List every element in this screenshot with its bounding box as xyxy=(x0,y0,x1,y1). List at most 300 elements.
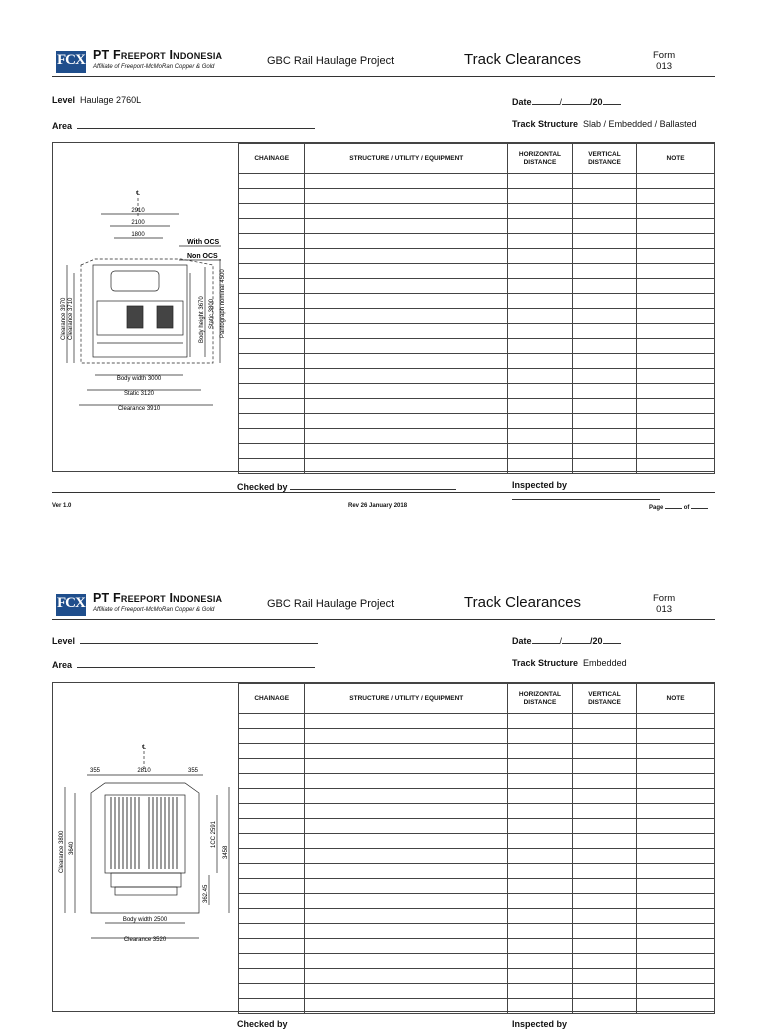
horizontal-distance-cell[interactable] xyxy=(508,324,573,339)
track-structure-field: Track Structure Slab / Embedded / Ballasted xyxy=(512,119,697,129)
chainage-cell[interactable] xyxy=(239,294,305,309)
table-row xyxy=(239,849,715,864)
vertical-distance-cell[interactable] xyxy=(572,804,636,819)
footer-rule xyxy=(52,492,715,493)
note-cell[interactable] xyxy=(637,444,715,459)
horizontal-distance-cell[interactable] xyxy=(508,939,573,954)
chainage-cell[interactable] xyxy=(239,969,305,984)
vertical-distance-cell[interactable] xyxy=(572,324,636,339)
note-cell[interactable] xyxy=(637,429,715,444)
horizontal-distance-cell[interactable] xyxy=(508,369,573,384)
note-cell[interactable] xyxy=(637,969,715,984)
dim-left-1: Clearance 3800 xyxy=(59,830,65,873)
note-cell[interactable] xyxy=(637,924,715,939)
table-body xyxy=(239,714,715,1014)
structure-cell[interactable] xyxy=(305,804,508,819)
table-row xyxy=(239,204,715,219)
structure-cell[interactable] xyxy=(305,789,508,804)
vertical-distance-cell[interactable] xyxy=(572,999,636,1014)
dim-right-1: 1CC 2591 xyxy=(211,820,217,848)
vertical-distance-cell[interactable] xyxy=(572,924,636,939)
vertical-distance-cell[interactable] xyxy=(572,894,636,909)
note-cell[interactable] xyxy=(637,204,715,219)
table-row xyxy=(239,219,715,234)
structure-cell[interactable] xyxy=(305,399,508,414)
table-row xyxy=(239,804,715,819)
chainage-cell[interactable] xyxy=(239,909,305,924)
structure-cell[interactable] xyxy=(305,984,508,999)
horizontal-distance-cell[interactable] xyxy=(508,744,573,759)
chainage-cell[interactable] xyxy=(239,309,305,324)
dim-bottom-1: Body width 3000 xyxy=(116,376,162,382)
locomotive-clearance-drawing xyxy=(53,143,238,476)
table-header-row xyxy=(239,144,715,174)
chainage-cell[interactable] xyxy=(239,804,305,819)
chainage-cell[interactable] xyxy=(239,849,305,864)
vertical-distance-cell[interactable] xyxy=(572,969,636,984)
note-cell[interactable] xyxy=(637,234,715,249)
table-row xyxy=(239,984,715,999)
header-rule xyxy=(52,619,715,620)
dim-left-1: Clearance 3970 xyxy=(61,297,67,340)
note-cell[interactable] xyxy=(637,984,715,999)
chainage-cell[interactable] xyxy=(239,354,305,369)
note-cell[interactable] xyxy=(637,819,715,834)
table-row xyxy=(239,744,715,759)
version-label: Ver 1.0 xyxy=(52,503,72,509)
structure-cell[interactable] xyxy=(305,909,508,924)
structure-cell[interactable] xyxy=(305,264,508,279)
note-cell[interactable] xyxy=(637,189,715,204)
note-cell[interactable] xyxy=(637,834,715,849)
structure-cell[interactable] xyxy=(305,924,508,939)
vertical-distance-cell[interactable] xyxy=(572,384,636,399)
col-structure: STRUCTURE / UTILITY / EQUIPMENT xyxy=(305,144,508,174)
vertical-distance-cell[interactable] xyxy=(572,399,636,414)
form-header xyxy=(52,589,715,625)
date-field[interactable]: Date / /20 xyxy=(512,95,621,107)
clearance-frame xyxy=(52,682,715,1012)
horizontal-distance-cell[interactable] xyxy=(508,204,573,219)
chainage-cell[interactable] xyxy=(239,369,305,384)
vertical-distance-cell[interactable] xyxy=(572,729,636,744)
note-cell[interactable] xyxy=(637,789,715,804)
structure-cell[interactable] xyxy=(305,459,508,474)
vertical-distance-cell[interactable] xyxy=(572,234,636,249)
vertical-distance-cell[interactable] xyxy=(572,189,636,204)
horizontal-distance-cell[interactable] xyxy=(508,189,573,204)
structure-cell[interactable] xyxy=(305,294,508,309)
chainage-cell[interactable] xyxy=(239,399,305,414)
horizontal-distance-cell[interactable] xyxy=(508,309,573,324)
structure-cell[interactable] xyxy=(305,249,508,264)
horizontal-distance-cell[interactable] xyxy=(508,264,573,279)
revision-label: Rev 26 January 2018 xyxy=(348,503,408,509)
horizontal-distance-cell[interactable] xyxy=(508,714,573,729)
note-cell[interactable] xyxy=(637,954,715,969)
structure-cell[interactable] xyxy=(305,819,508,834)
dim-left-2: Clearance 3710 xyxy=(68,297,74,340)
vertical-distance-cell[interactable] xyxy=(572,204,636,219)
vertical-distance-cell[interactable] xyxy=(572,849,636,864)
vertical-distance-cell[interactable] xyxy=(572,864,636,879)
col-note: NOTE xyxy=(637,144,715,174)
col-vertical-distance: VERTICAL DISTANCE xyxy=(572,684,636,714)
chainage-cell[interactable] xyxy=(239,324,305,339)
vertical-distance-cell[interactable] xyxy=(572,279,636,294)
structure-cell[interactable] xyxy=(305,954,508,969)
dim-right-3: Pantograph nominal 4500 xyxy=(220,269,226,338)
vertical-distance-cell[interactable] xyxy=(572,909,636,924)
vertical-distance-cell[interactable] xyxy=(572,444,636,459)
horizontal-distance-cell[interactable] xyxy=(508,999,573,1014)
centerline-label: ℄ xyxy=(136,191,140,197)
col-horizontal-distance: HORIZONTAL DISTANCE xyxy=(508,144,573,174)
chainage-cell[interactable] xyxy=(239,834,305,849)
horizontal-distance-cell[interactable] xyxy=(508,429,573,444)
horizontal-distance-cell[interactable] xyxy=(508,834,573,849)
chainage-cell[interactable] xyxy=(239,189,305,204)
horizontal-distance-cell[interactable] xyxy=(508,849,573,864)
dim-right-1: Body height 3670 xyxy=(199,296,205,343)
track-clearance-form-2 xyxy=(52,589,715,1029)
structure-cell[interactable] xyxy=(305,744,508,759)
horizontal-distance-cell[interactable] xyxy=(508,909,573,924)
dim-top-3: 355 xyxy=(187,768,199,774)
table-row xyxy=(239,279,715,294)
chainage-cell[interactable] xyxy=(239,714,305,729)
horizontal-distance-cell[interactable] xyxy=(508,969,573,984)
chainage-cell[interactable] xyxy=(239,759,305,774)
vertical-distance-cell[interactable] xyxy=(572,819,636,834)
note-cell[interactable] xyxy=(637,909,715,924)
table-row xyxy=(239,429,715,444)
form-title: Track Clearances xyxy=(464,594,581,611)
structure-cell[interactable] xyxy=(305,339,508,354)
table-row xyxy=(239,939,715,954)
table-row xyxy=(239,879,715,894)
note-cell[interactable] xyxy=(637,459,715,474)
structure-cell[interactable] xyxy=(305,189,508,204)
chainage-cell[interactable] xyxy=(239,924,305,939)
table-row xyxy=(239,444,715,459)
vertical-distance-cell[interactable] xyxy=(572,249,636,264)
horizontal-distance-cell[interactable] xyxy=(508,924,573,939)
table-row xyxy=(239,384,715,399)
level-value: Haulage 2760L xyxy=(80,95,142,105)
horizontal-distance-cell[interactable] xyxy=(508,219,573,234)
note-cell[interactable] xyxy=(637,849,715,864)
structure-cell[interactable] xyxy=(305,729,508,744)
note-cell[interactable] xyxy=(637,264,715,279)
vertical-distance-cell[interactable] xyxy=(572,369,636,384)
note-cell[interactable] xyxy=(637,354,715,369)
structure-cell[interactable] xyxy=(305,369,508,384)
horizontal-distance-cell[interactable] xyxy=(508,399,573,414)
dim-top-2: 2100 xyxy=(131,220,145,226)
table-row xyxy=(239,234,715,249)
horizontal-distance-cell[interactable] xyxy=(508,864,573,879)
structure-cell[interactable] xyxy=(305,204,508,219)
horizontal-distance-cell[interactable] xyxy=(508,729,573,744)
vertical-distance-cell[interactable] xyxy=(572,954,636,969)
project-name: GBC Rail Haulage Project xyxy=(267,598,395,610)
horizontal-distance-cell[interactable] xyxy=(508,249,573,264)
table-row xyxy=(239,729,715,744)
form-number: Form 013 xyxy=(653,593,676,615)
note-cell[interactable] xyxy=(637,339,715,354)
chainage-cell[interactable] xyxy=(239,954,305,969)
chainage-cell[interactable] xyxy=(239,894,305,909)
structure-cell[interactable] xyxy=(305,174,508,189)
chainage-cell[interactable] xyxy=(239,819,305,834)
note-cell[interactable] xyxy=(637,894,715,909)
note-cell[interactable] xyxy=(637,294,715,309)
dim-right-3: 362.45 xyxy=(203,884,209,903)
note-cell[interactable] xyxy=(637,804,715,819)
note-cell[interactable] xyxy=(637,384,715,399)
vertical-distance-cell[interactable] xyxy=(572,219,636,234)
note-cell[interactable] xyxy=(637,939,715,954)
vertical-distance-cell[interactable] xyxy=(572,879,636,894)
horizontal-distance-cell[interactable] xyxy=(508,354,573,369)
area-field[interactable]: Area xyxy=(52,119,315,131)
chainage-cell[interactable] xyxy=(239,264,305,279)
horizontal-distance-cell[interactable] xyxy=(508,984,573,999)
horizontal-distance-cell[interactable] xyxy=(508,819,573,834)
note-cell[interactable] xyxy=(637,219,715,234)
chainage-cell[interactable] xyxy=(239,939,305,954)
level-field[interactable]: Level xyxy=(52,634,318,646)
non-ocs-label: Non OCS xyxy=(187,253,218,260)
company-tagline: Affiliate of Freeport-McMoRan Copper & Gold xyxy=(93,64,215,70)
vertical-distance-cell[interactable] xyxy=(572,789,636,804)
structure-cell[interactable] xyxy=(305,279,508,294)
structure-cell[interactable] xyxy=(305,429,508,444)
dim-bottom-2: Static 3120 xyxy=(123,391,155,397)
vertical-distance-cell[interactable] xyxy=(572,264,636,279)
note-cell[interactable] xyxy=(637,729,715,744)
vertical-distance-cell[interactable] xyxy=(572,714,636,729)
table-row xyxy=(239,369,715,384)
table-row xyxy=(239,834,715,849)
structure-cell[interactable] xyxy=(305,354,508,369)
with-ocs-label: With OCS xyxy=(187,239,220,246)
table-row xyxy=(239,969,715,984)
company-name: PT Freeport Indonesia xyxy=(93,48,223,62)
chainage-cell[interactable] xyxy=(239,729,305,744)
table-body xyxy=(239,174,715,474)
note-cell[interactable] xyxy=(637,999,715,1014)
chainage-cell[interactable] xyxy=(239,774,305,789)
clearance-table xyxy=(238,683,715,1014)
chainage-cell[interactable] xyxy=(239,234,305,249)
track-structure-field: Track Structure Embedded xyxy=(512,658,627,668)
structure-cell[interactable] xyxy=(305,849,508,864)
table-row xyxy=(239,819,715,834)
col-structure: STRUCTURE / UTILITY / EQUIPMENT xyxy=(305,684,508,714)
chainage-cell[interactable] xyxy=(239,459,305,474)
vertical-distance-cell[interactable] xyxy=(572,174,636,189)
col-vertical-distance: VERTICAL DISTANCE xyxy=(572,144,636,174)
structure-cell[interactable] xyxy=(305,444,508,459)
note-cell[interactable] xyxy=(637,279,715,294)
table-row xyxy=(239,894,715,909)
note-cell[interactable] xyxy=(637,174,715,189)
vertical-distance-cell[interactable] xyxy=(572,834,636,849)
note-cell[interactable] xyxy=(637,309,715,324)
horizontal-distance-cell[interactable] xyxy=(508,339,573,354)
chainage-cell[interactable] xyxy=(239,249,305,264)
note-cell[interactable] xyxy=(637,324,715,339)
chainage-cell[interactable] xyxy=(239,744,305,759)
dim-top-1: 355 xyxy=(89,768,101,774)
horizontal-distance-cell[interactable] xyxy=(508,879,573,894)
dim-top-2: 2810 xyxy=(137,768,151,774)
chainage-cell[interactable] xyxy=(239,444,305,459)
structure-cell[interactable] xyxy=(305,864,508,879)
company-name: PT Freeport Indonesia xyxy=(93,591,223,605)
form-header xyxy=(52,46,715,82)
checked-by-field[interactable]: Checked by xyxy=(237,480,456,492)
table-row xyxy=(239,174,715,189)
chainage-cell[interactable] xyxy=(239,429,305,444)
vertical-distance-cell[interactable] xyxy=(572,459,636,474)
note-cell[interactable] xyxy=(637,714,715,729)
chainage-cell[interactable] xyxy=(239,384,305,399)
table-row xyxy=(239,459,715,474)
note-cell[interactable] xyxy=(637,774,715,789)
dim-right-2: 3458 xyxy=(223,845,229,859)
structure-cell[interactable] xyxy=(305,834,508,849)
level-field[interactable]: Level Haulage 2760L xyxy=(52,95,142,105)
note-cell[interactable] xyxy=(637,744,715,759)
chainage-cell[interactable] xyxy=(239,999,305,1014)
horizontal-distance-cell[interactable] xyxy=(508,954,573,969)
structure-cell[interactable] xyxy=(305,324,508,339)
table-row xyxy=(239,399,715,414)
centerline-label: ℄ xyxy=(142,745,146,751)
note-cell[interactable] xyxy=(637,369,715,384)
chainage-cell[interactable] xyxy=(239,879,305,894)
structure-cell[interactable] xyxy=(305,309,508,324)
vertical-distance-cell[interactable] xyxy=(572,354,636,369)
inspected-by-field[interactable]: Inspected by xyxy=(512,480,715,502)
horizontal-distance-cell[interactable] xyxy=(508,279,573,294)
note-cell[interactable] xyxy=(637,414,715,429)
structure-cell[interactable] xyxy=(305,774,508,789)
horizontal-distance-cell[interactable] xyxy=(508,459,573,474)
inspected-by-field[interactable]: Inspected by xyxy=(512,1019,568,1029)
table-row xyxy=(239,954,715,969)
date-field[interactable]: Date / /20 xyxy=(512,634,621,646)
horizontal-distance-cell[interactable] xyxy=(508,894,573,909)
horizontal-distance-cell[interactable] xyxy=(508,234,573,249)
chainage-cell[interactable] xyxy=(239,864,305,879)
vertical-distance-cell[interactable] xyxy=(572,744,636,759)
project-name: GBC Rail Haulage Project xyxy=(267,55,395,67)
structure-cell[interactable] xyxy=(305,879,508,894)
page-number-field: Page of xyxy=(649,503,708,511)
vertical-distance-cell[interactable] xyxy=(572,294,636,309)
horizontal-distance-cell[interactable] xyxy=(508,414,573,429)
vertical-distance-cell[interactable] xyxy=(572,309,636,324)
structure-cell[interactable] xyxy=(305,384,508,399)
checked-by-field[interactable]: Checked by xyxy=(237,1019,288,1029)
note-cell[interactable] xyxy=(637,879,715,894)
locomotive-clearance-drawing xyxy=(53,683,238,1016)
vertical-distance-cell[interactable] xyxy=(572,414,636,429)
table-row xyxy=(239,309,715,324)
col-chainage: CHAINAGE xyxy=(239,144,305,174)
structure-cell[interactable] xyxy=(305,999,508,1014)
table-header-row xyxy=(239,684,715,714)
table-row xyxy=(239,999,715,1014)
horizontal-distance-cell[interactable] xyxy=(508,294,573,309)
horizontal-distance-cell[interactable] xyxy=(508,384,573,399)
vertical-distance-cell[interactable] xyxy=(572,759,636,774)
note-cell[interactable] xyxy=(637,864,715,879)
col-horizontal-distance: HORIZONTAL DISTANCE xyxy=(508,684,573,714)
vertical-distance-cell[interactable] xyxy=(572,339,636,354)
chainage-cell[interactable] xyxy=(239,219,305,234)
clearance-table xyxy=(238,143,715,474)
note-cell[interactable] xyxy=(637,759,715,774)
area-field[interactable]: Area xyxy=(52,658,315,670)
horizontal-distance-cell[interactable] xyxy=(508,759,573,774)
table-row xyxy=(239,789,715,804)
table-row xyxy=(239,414,715,429)
track-clearance-form-1 xyxy=(52,46,715,516)
chainage-cell[interactable] xyxy=(239,414,305,429)
dim-bottom-3: Clearance 3910 xyxy=(117,406,161,412)
table-row xyxy=(239,324,715,339)
horizontal-distance-cell[interactable] xyxy=(508,774,573,789)
vertical-distance-cell[interactable] xyxy=(572,984,636,999)
vertical-distance-cell[interactable] xyxy=(572,429,636,444)
company-tagline: Affiliate of Freeport-McMoRan Copper & Gold xyxy=(93,607,215,613)
structure-cell[interactable] xyxy=(305,219,508,234)
form-number: Form 013 xyxy=(653,50,676,72)
note-cell[interactable] xyxy=(637,399,715,414)
structure-cell[interactable] xyxy=(305,414,508,429)
chainage-cell[interactable] xyxy=(239,339,305,354)
chainage-cell[interactable] xyxy=(239,174,305,189)
vertical-distance-cell[interactable] xyxy=(572,774,636,789)
dim-right-2: Static 3800 xyxy=(209,298,215,329)
horizontal-distance-cell[interactable] xyxy=(508,789,573,804)
form-title: Track Clearances xyxy=(464,51,581,68)
structure-cell[interactable] xyxy=(305,759,508,774)
structure-cell[interactable] xyxy=(305,234,508,249)
chainage-cell[interactable] xyxy=(239,279,305,294)
vertical-distance-cell[interactable] xyxy=(572,939,636,954)
clearance-frame xyxy=(52,142,715,472)
structure-cell[interactable] xyxy=(305,939,508,954)
horizontal-distance-cell[interactable] xyxy=(508,804,573,819)
chainage-cell[interactable] xyxy=(239,984,305,999)
horizontal-distance-cell[interactable] xyxy=(508,174,573,189)
table-row xyxy=(239,924,715,939)
horizontal-distance-cell[interactable] xyxy=(508,444,573,459)
col-note: NOTE xyxy=(637,684,715,714)
note-cell[interactable] xyxy=(637,249,715,264)
structure-cell[interactable] xyxy=(305,969,508,984)
chainage-cell[interactable] xyxy=(239,789,305,804)
structure-cell[interactable] xyxy=(305,714,508,729)
structure-cell[interactable] xyxy=(305,894,508,909)
chainage-cell[interactable] xyxy=(239,204,305,219)
